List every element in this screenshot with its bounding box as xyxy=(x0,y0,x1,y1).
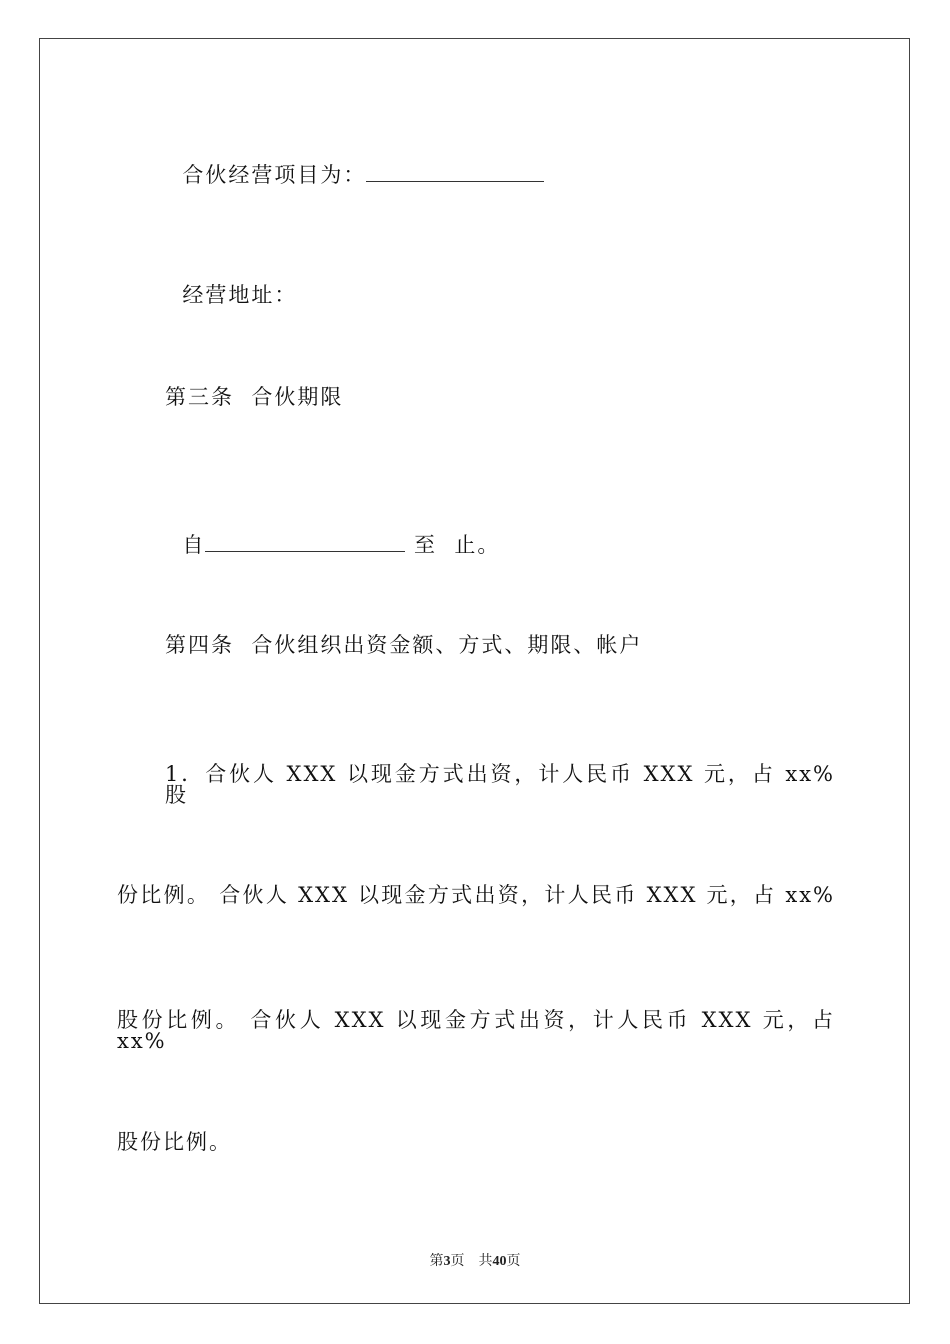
project-blank xyxy=(366,163,544,182)
term-suffix: 至 止。 xyxy=(405,533,501,557)
term-blank xyxy=(205,533,405,552)
project-line xyxy=(165,142,544,186)
address-line xyxy=(165,264,297,306)
article-3-heading: 第三条 合伙期限 xyxy=(165,385,344,409)
page-footer xyxy=(0,1250,950,1270)
footer-page-unit: 页 xyxy=(450,1254,465,1269)
footer-page-prefix: 第 xyxy=(429,1254,444,1269)
footer-page-number: 3 xyxy=(443,1254,451,1269)
para1-line3: 股份比例。 合伙人 XXX 以现金方式出资，计人民币 XXX 元，占 xx% xyxy=(117,1008,835,1053)
para1-line2: 份比例。 合伙人 XXX 以现金方式出资，计人民币 XXX 元，占 xx% xyxy=(117,883,835,907)
footer-total-unit: 页 xyxy=(506,1254,521,1269)
page-border xyxy=(39,38,910,1304)
project-label: 合伙经营项目为： xyxy=(182,163,367,187)
footer-total-prefix: 共 xyxy=(478,1254,493,1269)
article-4-heading: 第四条 合伙组织出资金额、方式、期限、帐户 xyxy=(165,633,643,657)
address-label: 经营地址： xyxy=(182,283,298,307)
footer-total-pages: 40 xyxy=(492,1254,507,1269)
para1-line1: 1．合伙人 XXX 以现金方式出资，计人民币 XXX 元，占 xx% 股 xyxy=(165,762,835,807)
para1-line4: 股份比例。 xyxy=(117,1130,232,1154)
term-line xyxy=(165,512,500,556)
term-prefix: 自 xyxy=(182,533,206,557)
